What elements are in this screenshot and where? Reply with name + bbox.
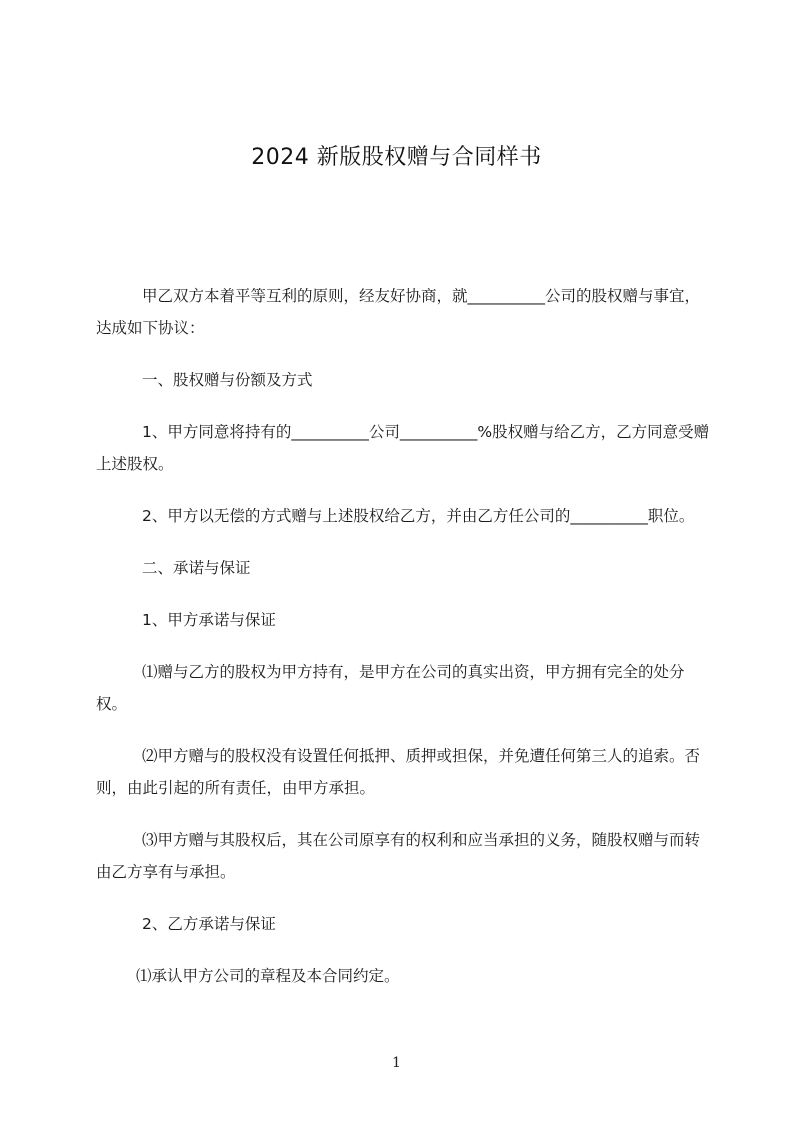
document-body: [96, 280, 710, 992]
subsection-heading-2-1: 1、甲方承诺与保证: [142, 611, 276, 629]
clause-2-1-2: ⑵甲方赠与的股权没有设置任何抵押、质押或担保，并免遭任何第三人的追索。否则，由此引起的所有责任，由甲方承担。: [96, 747, 701, 797]
subsection-heading-2-2: 2、乙方承诺与保证: [142, 915, 276, 933]
clause-1-2: 2、甲方以无偿的方式赠与上述股权给乙方，并由乙方任公司的__________职位。: [142, 507, 695, 525]
clause-2-1-3: ⑶甲方赠与其股权后，其在公司原享有的权利和应当承担的义务，随股权赠与而转由乙方享有与承担。: [96, 831, 701, 881]
clause-2-2-1: ⑴承认甲方公司的章程及本合同约定。: [136, 967, 400, 985]
clause-2-1-1: ⑴赠与乙方的股权为甲方持有，是甲方在公司的真实出资，甲方拥有完全的处分权。: [96, 663, 685, 713]
intro-paragraph: 甲乙双方本着平等互利的原则，经友好协商，就__________公司的股权赠与事宜，达成如下协议：: [96, 287, 701, 337]
page-number: 1: [392, 1055, 401, 1071]
section-heading-2: 二、承诺与保证: [142, 559, 251, 577]
document-title: 2024 新版股权赠与合同样书: [251, 145, 542, 170]
section-heading-1: 一、股权赠与份额及方式: [142, 371, 313, 389]
clause-1-1: 1、甲方同意将持有的__________公司__________%股权赠与给乙方，乙方同意受赠上述股权。: [96, 423, 710, 473]
